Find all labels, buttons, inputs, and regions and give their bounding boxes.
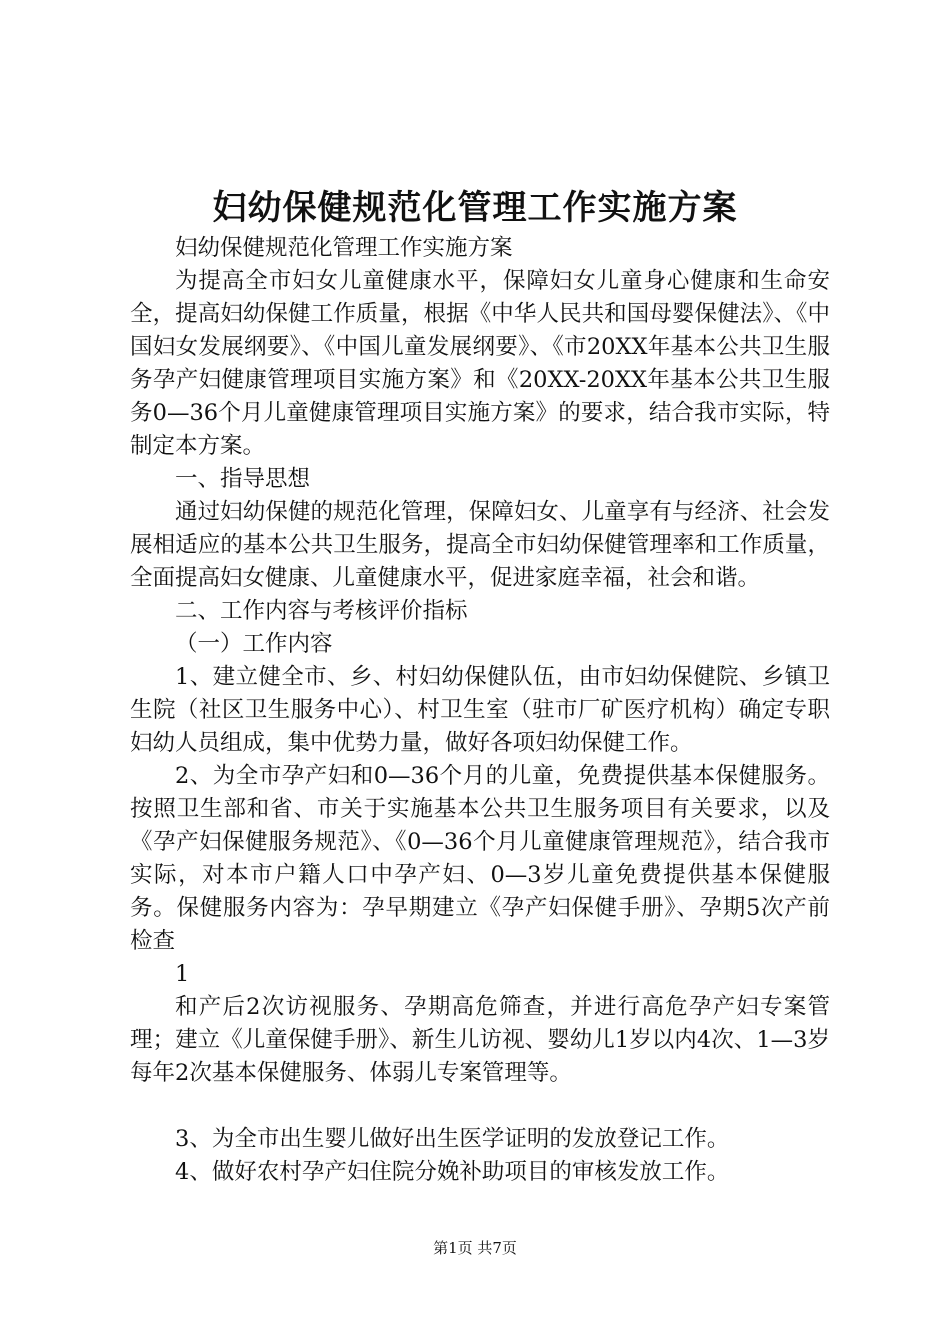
paragraph-page-number-fragment: 1 (175, 961, 190, 987)
paragraph-item-1: 1、建立健全市、乡、村妇幼保健队伍，由市妇幼保健院、乡镇卫生院（社区卫生服务中心）、村卫生室（驻市厂矿医疗机构）确定专职妇幼人员组成，集中优势力量，做好各项妇幼保健工作。 (130, 664, 830, 756)
document-title: 妇幼保健规范化管理工作实施方案 (212, 188, 738, 228)
document-body (130, 232, 830, 1189)
subsection-heading-work-content: （一）工作内容 (175, 631, 333, 657)
paragraph-item-3: 3、为全市出生婴儿做好出生医学证明的发放登记工作。 (175, 1126, 730, 1152)
paragraph-intro: 为提高全市妇女儿童健康水平，保障妇女儿童身心健康和生命安全，提高妇幼保健工作质量，根据《中华人民共和国母婴保健法》、《中国妇女发展纲要》、《中国儿童发展纲要》、《市20XX年基本公共卫生服务孕产妇健康管理项目实施方案》和《20XX-20XX年基本公共卫生服务0—36个月儿童健康管理项目实施方案》的要求，结合我市实际，特制定本方案。 (130, 268, 830, 459)
paragraph-item-4: 4、做好农村孕产妇住院分娩补助项目的审核发放工作。 (175, 1159, 730, 1185)
paragraph-guiding-thought: 通过妇幼保健的规范化管理，保障妇女、儿童享有与经济、社会发展相适应的基本公共卫生服务，提高全市妇幼保健管理率和工作质量，全面提高妇女健康、儿童健康水平，促进家庭幸福，社会和谐。 (130, 499, 830, 591)
paragraph-item-2: 2、为全市孕产妇和0—36个月的儿童，免费提供基本保健服务。按照卫生部和省、市关于实施基本公共卫生服务项目有关要求，以及《孕产妇保健服务规范》、《0—36个月儿童健康管理规范》，结合我市实际，对本市户籍人口中孕产妇、0—3岁儿童免费提供基本保健服务。保健服务内容为：孕早期建立《孕产妇保健手册》、孕期5次产前检查 (130, 763, 830, 954)
section-heading-work-content: 二、工作内容与考核评价指标 (175, 598, 468, 624)
paragraph-subtitle: 妇幼保健规范化管理工作实施方案 (175, 235, 513, 261)
page-footer: 第1页 共7页 (433, 1239, 517, 1257)
section-heading-guiding-thought: 一、指导思想 (175, 466, 311, 492)
paragraph-item-2-continued: 和产后2次访视服务、孕期高危筛查，并进行高危孕产妇专案管理；建立《儿童保健手册》、新生儿访视、婴幼儿1岁以内4次、1—3岁每年2次基本保健服务、体弱儿专案管理等。 (130, 994, 830, 1086)
